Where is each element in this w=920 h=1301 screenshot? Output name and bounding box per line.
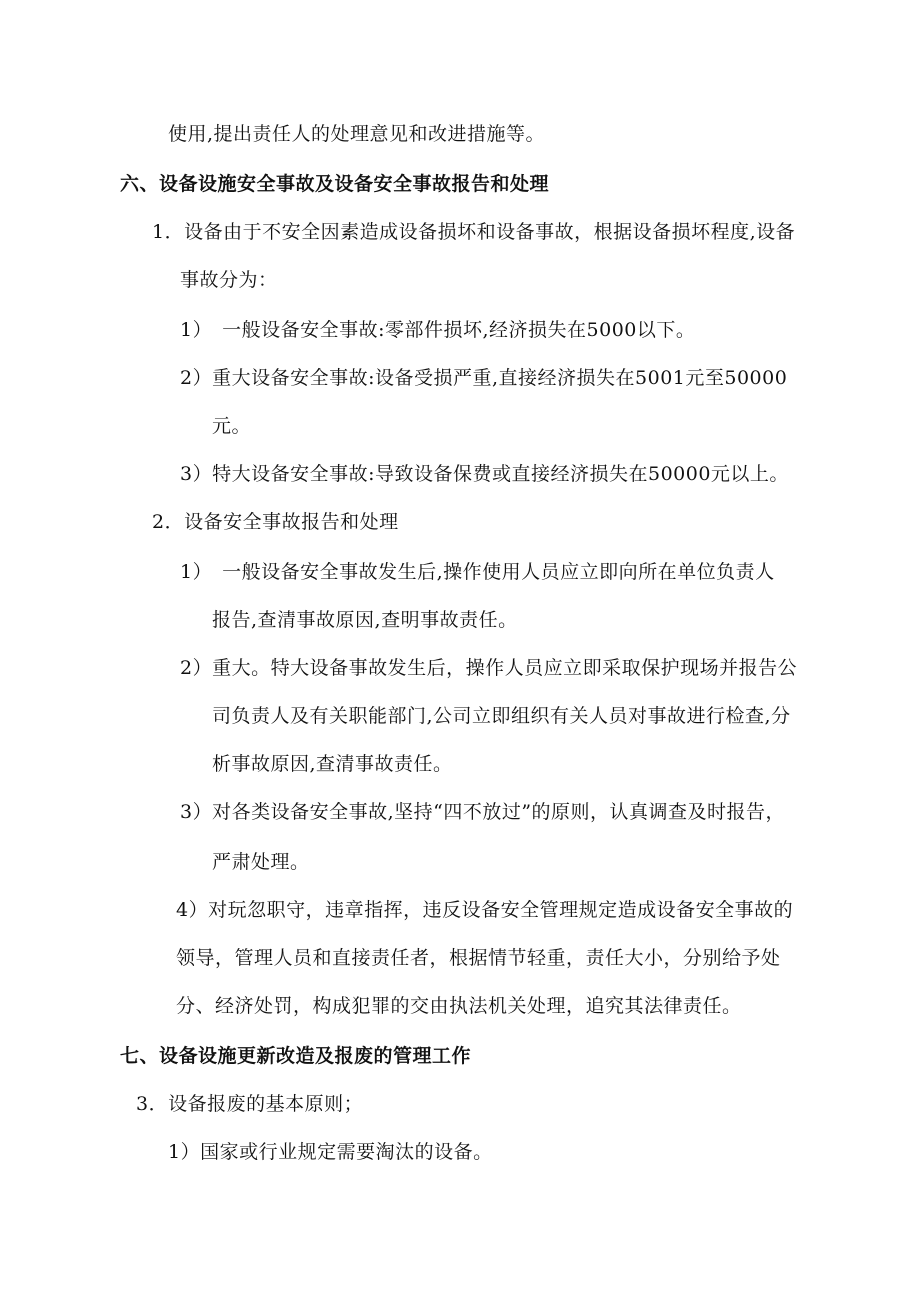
list-item-continuation: 报告,查清事故原因,查明事故责任。	[212, 609, 518, 631]
list-item: 3）对各类设备安全事故,坚持“四不放过”的原则，认真调查及时报告，	[180, 801, 786, 823]
paragraph-line: 3．设备报废的基本原则；	[136, 1093, 364, 1115]
paragraph-line: 使用,提出责任人的处理意见和改进措施等。	[168, 123, 546, 145]
list-item-continuation: 司负责人及有关职能部门,公司立即组织有关人员对事故进行检查,分	[212, 705, 791, 727]
list-item-continuation: 分、经济处罚，构成犯罪的交由执法机关处理，追究其法律责任。	[176, 995, 742, 1017]
list-item-continuation: 领导，管理人员和直接责任者，根据情节轻重，责任大小，分别给予处	[176, 947, 781, 969]
paragraph-line: 2．设备安全事故报告和处理	[152, 511, 399, 533]
paragraph-line: 事故分为：	[180, 269, 278, 291]
list-item: 2）重大设备安全事故:设备受损严重,直接经济损失在5001元至50000	[180, 367, 788, 389]
list-item-continuation: 析事故原因,查清事故责任。	[212, 753, 453, 775]
list-item: 1）国家或行业规定需要淘汰的设备。	[168, 1141, 493, 1163]
section-heading-seven: 七、设备设施更新改造及报废的管理工作	[120, 1045, 472, 1067]
list-item: 1） 一般设备安全事故发生后,操作使用人员应立即向所在单位负责人	[180, 561, 775, 583]
paragraph-line: 1．设备由于不安全因素造成设备损坏和设备事故，根据设备损坏程度,设备	[152, 221, 796, 243]
list-item: 1） 一般设备安全事故:零部件损坏,经济损失在5000以下。	[180, 319, 696, 341]
section-heading-six: 六、设备设施安全事故及设备安全事故报告和处理	[120, 173, 550, 195]
list-item-continuation: 元。	[212, 415, 252, 437]
list-item-continuation: 严肃处理。	[212, 851, 310, 873]
list-item: 3）特大设备安全事故:导致设备保费或直接经济损失在50000元以上。	[180, 463, 789, 485]
list-item: 4）对玩忽职守，违章指挥，违反设备安全管理规定造成设备安全事故的	[176, 899, 794, 921]
list-item: 2）重大。特大设备事故发生后，操作人员应立即采取保护现场并报告公	[180, 657, 798, 679]
